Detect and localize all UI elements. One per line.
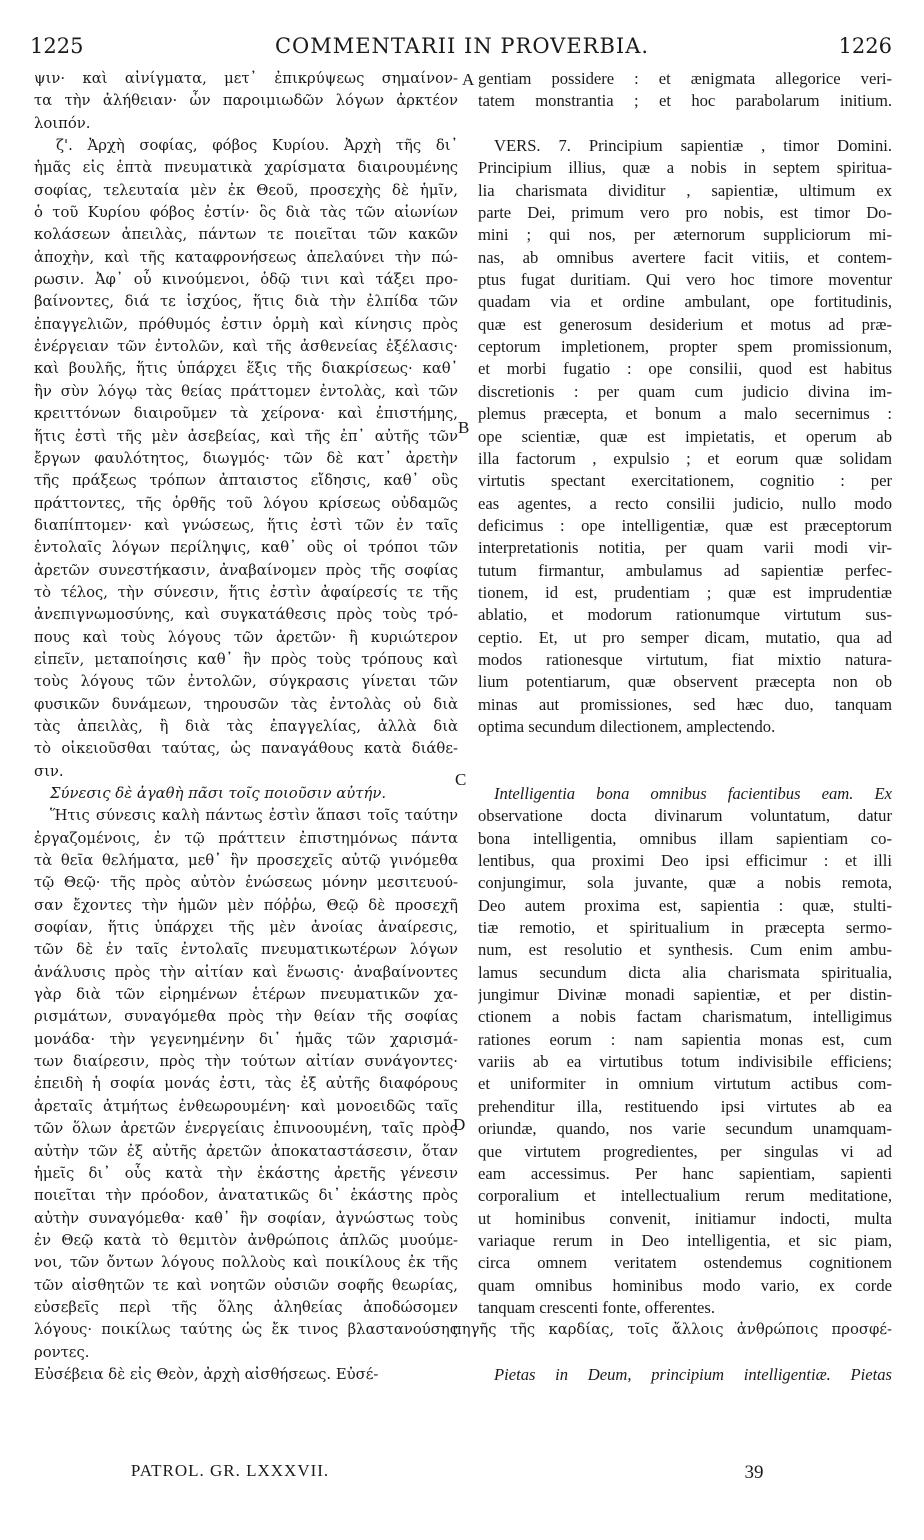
verse-heading: Σύνεσις δὲ ἀγαθὴ πᾶσι τοῖς ποιοῦσιν αὐτήν. bbox=[50, 785, 387, 802]
text-line: πους καὶ τοὺς λόγους τῶν ἀρετῶν· ἢ κυριώτερον bbox=[34, 628, 458, 646]
text-line: eam accessimus. Per hanc sapientiam, sapienti bbox=[478, 1163, 892, 1183]
text-line: eas agentes, a recto consilii judicio, nullo modo bbox=[478, 493, 892, 513]
text-line: ctionem a nobis factam charismatum, intelligimus bbox=[478, 1007, 892, 1027]
text-line: modos rationesque virtutum, fiat mixtio natura- bbox=[478, 649, 892, 669]
text-line: Principium illius, quæ a nobis in septem spiritua- bbox=[478, 158, 892, 178]
text-line: plemus præcepta, et bonum a malo secernimus : bbox=[478, 404, 892, 424]
text-line: ἀνεπιγνωμοσύνης, καὶ συγκατάθεσις πρὸς τοὺς τρό- bbox=[34, 606, 458, 624]
text-line: lium potentiarum, quæ observent præcepta non ob bbox=[478, 672, 892, 692]
text-line: jungimur Divinæ monadi sapientiæ, et per distin- bbox=[478, 985, 892, 1005]
text-line: διαπίπτομεν· καὶ γνώσεως, ἥτις ἐστὶ τῶν ἐν ταῖς bbox=[34, 516, 458, 534]
text-line: ρωσιν. Ἀφ᾽ οὗ κινούμενοι, ὁδῷ τινι καὶ τάξει προ- bbox=[34, 271, 458, 289]
text-line: prehenditur illa, restituendo ipsi virtutes ab ea bbox=[478, 1096, 892, 1116]
text-line: σιν. bbox=[34, 762, 64, 780]
text-line: tionem, id est, prudentiam ; quæ est imprudentiæ bbox=[478, 582, 892, 602]
text-line: ἐργαζομένοις, ἐν τῷ πράττειν ἐπιστημόνως πάντα bbox=[34, 829, 458, 847]
text-line: gentiam possidere : et ænigmata allegorice veri- bbox=[478, 69, 892, 88]
text-line: observatione docta divinarum voluntatum, datur bbox=[478, 806, 892, 826]
text-line: minas aut promissiones, sed hæc duo, tanquam bbox=[478, 694, 892, 714]
text-line: ποιεῖται τὴν πρόοδον, ἀνατατικῶς δι᾽ ἑκάστης πρὸς bbox=[34, 1187, 458, 1205]
text-line: et uniformiter in omnium virtutum actibus com- bbox=[478, 1074, 892, 1094]
text-line: τὰ θεῖα θελήματα, μεθ᾽ ἣν προσεχεῖς αὐτῷ γινόμεθα bbox=[34, 852, 458, 870]
margin-letter-b: B bbox=[458, 418, 470, 437]
text-line: ἀποχὴν, καὶ τῆς καταφρονήσεως ἀπελαύνει τὴν πώ- bbox=[34, 248, 458, 266]
text-line: lamus secundum dicta alia charismata spiritualia, bbox=[478, 962, 892, 982]
text-line: ἐν Θεῷ κατὰ τὸ θεμιτὸν ἀνθρώποις ἁπλῶς μυούμε- bbox=[34, 1231, 458, 1249]
text-line: λόγους· ποικίλως ταύτης ὡς ἔκ τινος βλαστανούσης bbox=[34, 1321, 458, 1339]
blank-line bbox=[478, 761, 892, 783]
text-line: virtutis spectant exercitationem, cognitio : per bbox=[478, 471, 892, 491]
text-line: ceptorum impletionem, propter spem promissionum, bbox=[478, 337, 892, 357]
text-line: ἔργων φαυλότητος, διωγμός· τῶν δὲ κατ᾽ ἀρετὴν bbox=[34, 449, 458, 467]
page-number-left: 1225 bbox=[30, 34, 84, 58]
text-line: τῶν δὲ ἐν ταῖς ἐντολαῖς πνευματικωτέρων λόγων bbox=[34, 941, 458, 959]
running-title: COMMENTARII IN PROVERBIA. bbox=[274, 34, 650, 58]
text-line: tanquam crescenti fonte, offerentes. bbox=[478, 1297, 715, 1317]
text-line: ἀρετῶν συνεστήκασιν, ἀναβαίνομεν πρὸς τῆς σοφίας bbox=[34, 561, 458, 579]
text-line: σοφίαν, ἥτις ὑπάρχει τῆς μὲν ἀνοίας ἀναίρεσις, bbox=[34, 919, 458, 937]
blank-line bbox=[478, 1342, 892, 1364]
text-line: quadam via et ordine ambulant, ope fortitudinis, bbox=[478, 292, 892, 312]
blank-line bbox=[478, 738, 892, 760]
margin-letter-c: C bbox=[455, 770, 467, 789]
text-line: πράττοντες, τῆς ὀρθῆς τοῦ λόγου κρίσεως οὐδαμῶς bbox=[34, 494, 458, 512]
text-line: αὐτὴν συναγόμεθα· καθ᾽ ἣν σοφίαν, ἀγνώστως τοὺς bbox=[34, 1209, 458, 1227]
text-line: εἰπεῖν, μεταποίησις καθ᾽ ἣν πρὸς τοὺς τρόπους καὶ bbox=[34, 650, 458, 668]
text-line: tutum firmantur, ambulamus ad sapientiæ perfec- bbox=[478, 560, 892, 580]
text-line: τα τὴν ἀλήθειαν· ὧν παροιμιωδῶν λόγων ἀρκτέον bbox=[34, 92, 458, 110]
text-line: τῆς πράξεως τρόπων ἀπταιστος εἴδησις, καθ᾽ οὓς bbox=[34, 472, 458, 490]
text-line: ἡμᾶς εἰς ἑπτὰ πνευματικὰ χαρίσματα διαιρουμένης bbox=[34, 159, 458, 177]
text-line: νοι, τῶν ὄντων λόγους πολλοὺς καὶ ποικίλους ἐκ τῆς bbox=[34, 1254, 458, 1272]
text-line: καὶ βουλῆς, ἥτις ὑπάρχει ἕξις τῆς διακρίσεως· καθ᾽ bbox=[34, 360, 458, 378]
verse-heading: VERS. 7. Principium sapientiæ , timor Domini. bbox=[494, 136, 892, 156]
margin-letter-a: A bbox=[462, 70, 475, 89]
text-line: ablatio, et modorum rationumque virtutum sus- bbox=[478, 605, 892, 625]
verse-heading bbox=[34, 1386, 458, 1408]
text-line: tiæ remotio, et spiritualium in præcepta sermo- bbox=[478, 918, 892, 938]
text-line: ψιν· καὶ αἰνίγματα, μετ᾽ ἐπικρύψεως σημαίνον- bbox=[34, 70, 458, 87]
text-line: λοιπόν. bbox=[34, 114, 91, 132]
text-line: αὐτὴν τῶν ἐξ αὐτῆς ἀρετῶν ἀποκαταστάσεσιν, ὅταν bbox=[34, 1142, 458, 1160]
text-line: ἣν σὺν λόγῳ τὰς θείας πράττομεν ἐντολὰς, καὶ τῶν bbox=[34, 382, 458, 400]
footer-sheet-number: 39 bbox=[744, 1462, 764, 1483]
text-line: τοὺς λόγους τῶν ἐντολῶν, σύγκρασις γίνεται τῶν bbox=[34, 673, 458, 691]
text-line: τὸ τέλος, τὴν σύνεσιν, ἥτις ἐστὶν ἀφαίρεσίς τε τῆς bbox=[34, 583, 458, 601]
text-line: deficimus : ope intelligentiæ, quæ est præceptorum bbox=[478, 515, 892, 535]
text-line: τῷ Θεῷ· τῆς πρὸς αὐτὸν ἑνώσεως μόνην μεσιτευού- bbox=[34, 874, 458, 892]
text-line: ὁ τοῦ Κυρίου φόβος ἐστίν· ὃς διὰ τὰς τῶν αἰωνίων bbox=[34, 204, 458, 222]
margin-letter-d: D bbox=[453, 1115, 466, 1134]
verse-heading: Pietas in Deum, principium intelligentiæ. Pietas bbox=[494, 1364, 892, 1384]
text-line: optima secundum dilectionem, amplectendo. bbox=[478, 716, 776, 736]
text-line: τὰς ἀπειλὰς, ἢ διὰ τὰς ἐπαγγελίας, ἀλλὰ διὰ bbox=[34, 717, 458, 735]
text-line: ἐπαγγελιῶν, πρόθυμός ἐστιν ὁρμὴ καὶ κίνησις πρὸς bbox=[34, 315, 458, 333]
running-head bbox=[0, 34, 924, 64]
text-line: interpretationis notitia, per quam varii modi vir- bbox=[478, 538, 892, 558]
text-line: variaque rerum in Deo intelligentia, et sic piam, bbox=[478, 1230, 892, 1250]
page-number-right: 1226 bbox=[838, 34, 892, 58]
text-line: βαίνοντες, διά τε ἰσχύος, ἥτις διὰ τὴν ἐλπίδα τῶν bbox=[34, 293, 458, 311]
text-line: circa omnem veritatem ostendemus cognitionem bbox=[478, 1253, 892, 1273]
text-line: mini ; qui nos, per æternorum suppliciorum mi- bbox=[478, 225, 892, 245]
text-line: Εὐσέβεια δὲ εἰς Θεὸν, ἀρχὴ αἰσθήσεως. Εὐσέ- bbox=[34, 1365, 379, 1383]
text-line: que virtutem progredientes, per singulas vi ad bbox=[478, 1141, 892, 1161]
text-line: τῶν αἰσθητῶν τε καὶ νοητῶν οὐσιῶν σοφῆς θεωρίας, bbox=[34, 1276, 458, 1294]
text-line: ceptio. Et, ut pro semper dicam, mutatio, qua ad bbox=[478, 627, 892, 647]
text-line: variis ab ea virtutibus totum indivisibile efficiens; bbox=[478, 1052, 892, 1072]
text-line: ἀνάλυσις πρὸς τὴν αἰτίαν καὶ ἕνωσις· ἀναβαίνοντες bbox=[34, 963, 458, 981]
text-line: illa factorum , expulsio ; et eorum quæ solidam bbox=[478, 448, 892, 468]
text-line: Deo autem proxima est, sapientia : quæ, stulti- bbox=[478, 895, 892, 915]
text-line: oriundæ, quando, nos varie secundum unamquam- bbox=[478, 1119, 892, 1139]
text-line: σαν ἔχοντες τὴν ἡμῶν μὲν πόῤῥω, Θεῷ δὲ προσεχῆ bbox=[34, 896, 458, 914]
latin-column bbox=[452, 68, 892, 1386]
text-line: quæ est generosum desiderium et motus ad præ- bbox=[478, 314, 892, 334]
text-line: discretionis : per quam cum judicio divina im- bbox=[478, 381, 892, 401]
text-line: μονάδα· τὴν γεγενημένην δι᾽ ἡμᾶς τῶν χαρισμά- bbox=[34, 1030, 458, 1048]
text-line: num, est resolutio et synthesis. Cum enim ambu- bbox=[478, 940, 892, 960]
text-line: nas, ab omnibus avertere facit vitiis, et contem- bbox=[478, 247, 892, 267]
text-line: ρισμάτων, συναγόμεθα πρὸς τὴν θείαν τῆς σοφίας bbox=[34, 1008, 458, 1026]
text-line: γὰρ διὰ τῶν εἰρημένων ἑτέρων πνευματικῶν χα- bbox=[34, 986, 458, 1004]
text-line: ἐνέργειαν τῶν ἐντολῶν, καὶ τῆς ἀσθενείας ἐξέλασις· bbox=[34, 338, 458, 356]
text-line: ἥτις ἐστὶ τῆς μὲν ἀσεβείας, καὶ τῆς ἐπ᾽ αὐτῆς τῶν bbox=[34, 427, 458, 445]
text-line: bona intelligentia, omnibus illam sapientiam co- bbox=[478, 828, 892, 848]
text-line: ope scientiæ, quæ est impietatis, et operum ab bbox=[478, 426, 892, 446]
text-line: κρειττόνων διαιροῦμεν τὰ χείρονα· καὶ ἐπιστήμης, bbox=[34, 405, 458, 423]
text-line: Ἥτις σύνεσις καλὴ πάντως ἐστὶν ἅπασι τοῖς ταύτην bbox=[50, 807, 458, 825]
blank-line bbox=[478, 113, 892, 135]
text-line: ut hominibus convenit, initiamur indocti, multa bbox=[478, 1208, 892, 1228]
text-line: ἐπειδὴ ἡ σοφία μονάς ἐστι, τὰς ἐξ αὐτῆς διαφόρους bbox=[34, 1075, 458, 1093]
text-line: των διαίρεσιν, πρὸς τὴν τούτων αἰτίαν συνάγοντες· bbox=[34, 1053, 458, 1071]
text-line: lia charismata dividitur , sapientiæ, ultimum ex bbox=[478, 180, 892, 200]
verse-heading: Intelligentia bona omnibus facientibus eam. Ex bbox=[494, 784, 892, 803]
text-line: ptus fugat duritiam. Qui vero hoc timore moventur bbox=[478, 270, 892, 290]
text-line: lentibus, qua proximi Deo ipsi efficimur : et illi bbox=[478, 851, 892, 871]
text-line: et morbi fugatio : ope consilii, quod est habitus bbox=[478, 359, 892, 379]
text-line: rationes eorum : nam sapientia monas est, cum bbox=[478, 1029, 892, 1049]
greek-column bbox=[34, 68, 458, 1409]
text-line: corporalium et intellectualium rerum meditatione, bbox=[478, 1186, 892, 1206]
text-line: ἐντολαῖς λόγων περίληψις, καθ᾽ οὓς οἱ τρόποι τῶν bbox=[34, 539, 458, 557]
text-line: τῶν ὅλων ἀρετῶν ἐνεργείαις ἐπινοουμένη, ταῖς πρὸς bbox=[34, 1120, 458, 1138]
footer-signature: PATROL. GR. LXXXVII. bbox=[130, 1461, 330, 1480]
text-line: σοφίας, τελευταία μὲν ἐκ Θεοῦ, προσεχὴς δὲ ἡμῖν, bbox=[34, 181, 458, 199]
text-line: εὐσεβεῖς περὶ τῆς ὅλης ἀληθείας ἀποδώσομεν bbox=[34, 1298, 458, 1316]
text-line: ζ'. Ἀρχὴ σοφίας, φόβος Κυρίου. Ἀρχὴ τῆς δι᾽ bbox=[56, 137, 458, 155]
text-line: ροντες. bbox=[34, 1343, 90, 1361]
text-line: τὸ οἰκειοῦσθαι ταύτας, ὡς παναγάθους κατὰ διάθε- bbox=[34, 740, 458, 758]
text-line-greek-continuation: πηγῆς τῆς καρδίας, τοῖς ἄλλοις ἀνθρώποις προσφέ- bbox=[452, 1321, 892, 1339]
text-line: quam omnibus hominibus modo vario, ex corde bbox=[478, 1275, 892, 1295]
text-line: ἀρεταῖς ἀτμήτως ἐνθεωρουμένη· καὶ μονοειδῶς ταῖς bbox=[34, 1097, 458, 1115]
text-line: conjungimur, sola juvante, quæ a nobis remota, bbox=[478, 873, 892, 893]
text-line: φυσικῶν δυνάμεων, τηρουσῶν τὰς ἐντολὰς οὐ διὰ bbox=[34, 695, 458, 713]
text-line: tatem monstrantia ; et hoc parabolarum initium. bbox=[478, 91, 892, 111]
text-line: κολάσεων ἀπειλὰς, πάντων τε ποιεῖται τῶν κακῶν bbox=[34, 226, 458, 244]
text-line: ἡμεῖς δι᾽ οὗς κατὰ τὴν ἑκάστης ἀρετῆς γένεσιν bbox=[34, 1164, 458, 1182]
text-line: parte Dei, primum vero pro nobis, est timor Do- bbox=[478, 203, 892, 223]
